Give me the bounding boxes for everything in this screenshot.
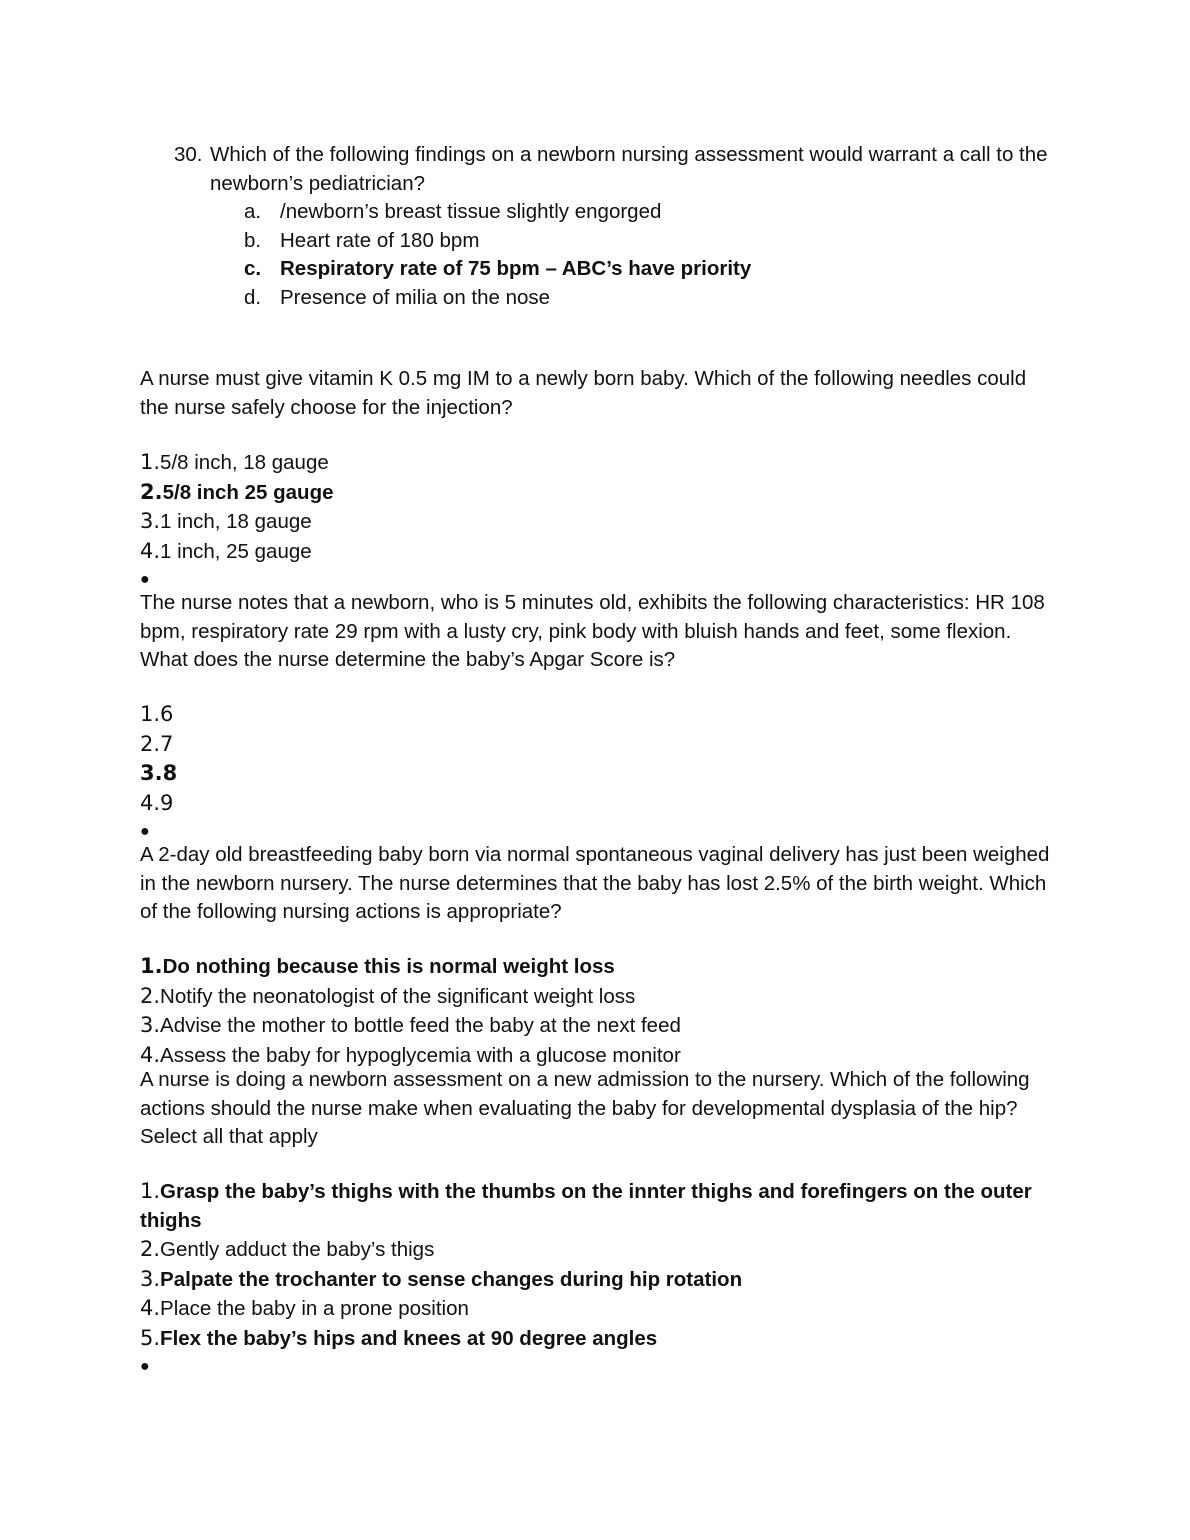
question-text: A nurse must give vitamin K 0.5 mg IM to a newly born baby. Which of the following needles could the nurse safely choose for the injection? [140, 367, 1027, 419]
list-item: 1.6 [140, 702, 174, 726]
question-text: The nurse notes that a newborn, who is 5 minutes old, exhibits the following characteristics: HR 108 bpm, respiratory rate 29 rpm with a lusty cry, pink body with bluish hands and feet, some flexion. What does the nurse determine the baby’s Apgar Score is? [140, 591, 1045, 671]
option-letter: d. [244, 285, 262, 309]
option-text: Presence of milia on the nose [280, 285, 551, 309]
question-hip-dysplasia [140, 1066, 1060, 1152]
option-text: Respiratory rate of 75 bpm – ABC’s have priority [280, 257, 752, 280]
list-item: 2.Gently adduct the baby’s thigs [140, 1237, 435, 1261]
option-letter: c. [244, 257, 262, 280]
answer-list-hip-dysplasia [140, 1177, 1060, 1382]
bullet-marker: ● [140, 823, 150, 840]
answer-options [174, 198, 1074, 312]
question-number: 30. [174, 143, 203, 166]
question-apgar [140, 589, 1060, 675]
answer-option-b [174, 227, 1074, 256]
bullet-marker: ● [140, 1358, 150, 1375]
answer-option-d [174, 284, 1074, 313]
list-item-correct: 1.Grasp the baby’s thighs with the thumbs on the innter thighs and forefingers on the outer thighs [140, 1179, 1032, 1232]
bullet-marker: ● [140, 571, 150, 588]
option-letter: a. [244, 200, 262, 223]
answer-option-a [174, 198, 1074, 227]
list-item: 1.5/8 inch, 18 gauge [140, 450, 329, 474]
question-text: A nurse is doing a newborn assessment on a new admission to the nursery. Which of the following actions should the nurse make when evaluating the baby for developmental dysplasia of the hip? Select all that apply [140, 1068, 1030, 1148]
list-item: 3.1 inch, 18 gauge [140, 509, 312, 533]
list-item-correct: 3.Palpate the trochanter to sense changes during hip rotation [140, 1266, 743, 1291]
question-text: A 2-day old breastfeeding baby born via normal spontaneous vaginal delivery has just been weighed in the newborn nursery. The nurse determines that the baby has lost 2.5% of the birth weight. Which of the following nursing actions is appropriate? [140, 843, 1050, 923]
question-stem [174, 141, 1074, 198]
question-30 [174, 141, 1074, 312]
list-item: 4.Assess the baby for hypoglycemia with a glucose monitor [140, 1042, 681, 1067]
answer-list-apgar [140, 700, 1060, 847]
answer-list-vitamin-k [140, 448, 1060, 595]
option-text: Heart rate of 180 bpm [280, 228, 480, 252]
question-weight-loss [140, 841, 1060, 927]
list-item: 2.7 [140, 731, 174, 756]
answer-list-weight-loss [140, 952, 1060, 1070]
list-item-correct: 5.Flex the baby’s hips and knees at 90 degree angles [140, 1325, 658, 1350]
list-item: 4.1 inch, 25 gauge [140, 538, 312, 563]
list-item: 3.Advise the mother to bottle feed the baby at the next feed [140, 1013, 681, 1037]
list-item: 4.9 [140, 790, 174, 815]
list-item-correct: 2.5/8 inch 25 gauge [140, 479, 334, 504]
list-item: 4.Place the baby in a prone position [140, 1296, 469, 1320]
answer-option-c-correct [174, 255, 1074, 284]
list-item-correct: 1.Do nothing because this is normal weight loss [140, 954, 615, 978]
question-vitamin-k [140, 365, 1060, 422]
list-item-correct: 3.8 [140, 761, 178, 785]
option-letter: b. [244, 228, 262, 252]
option-text: /newborn’s breast tissue slightly engorged [280, 200, 662, 223]
list-item: 2.Notify the neonatologist of the significant weight loss [140, 983, 636, 1008]
question-text: Which of the following findings on a newborn nursing assessment would warrant a call to the newborn’s pediatrician? [210, 143, 1048, 195]
